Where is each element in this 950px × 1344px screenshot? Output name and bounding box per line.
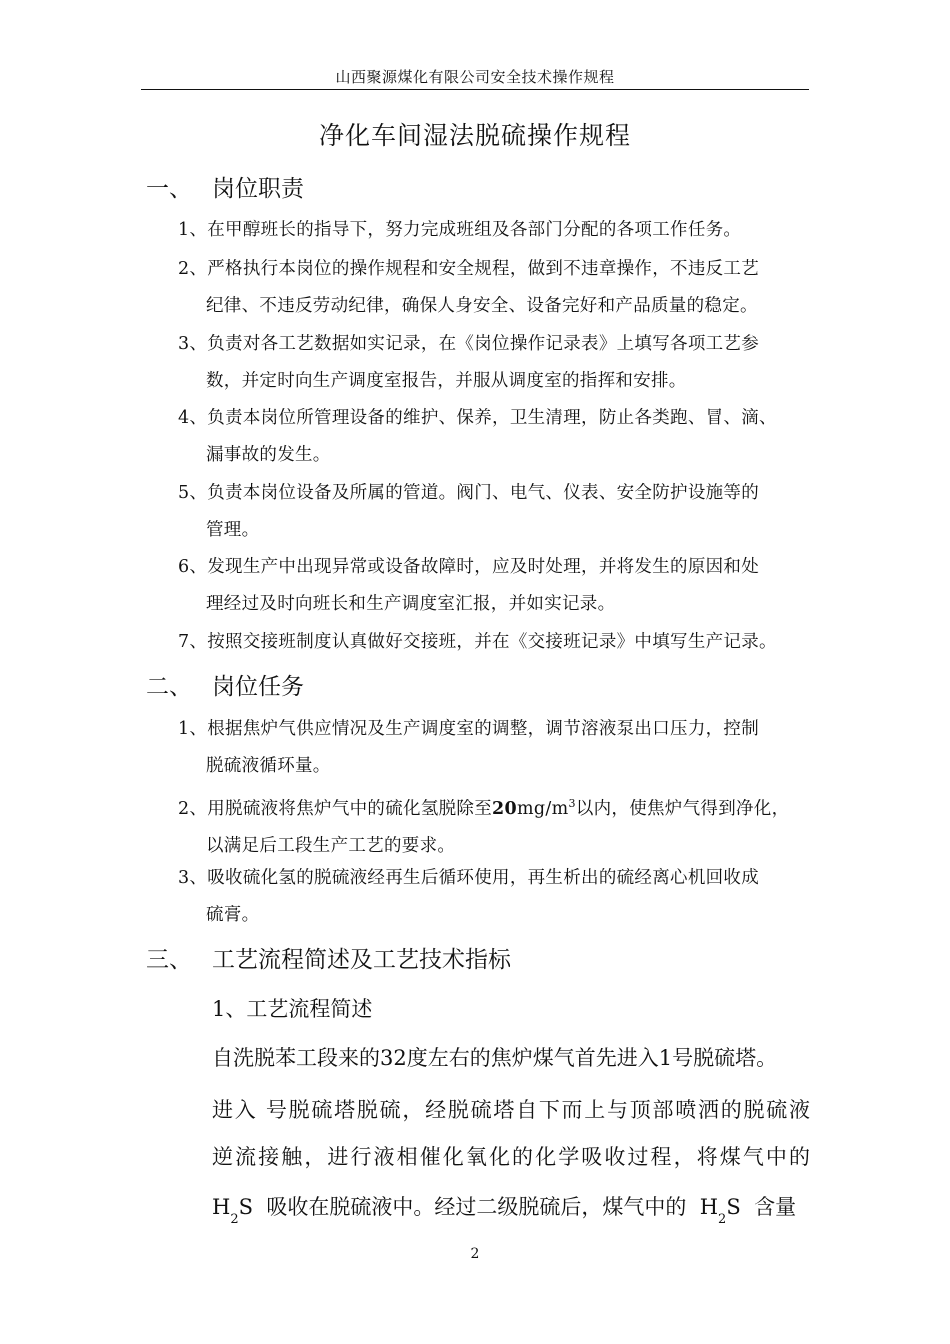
header-divider [141, 89, 809, 90]
document-title: 净化车间湿法脱硫操作规程 [318, 121, 631, 150]
task-line-cont: 以满足后工段生产工艺的要求。 [206, 835, 456, 856]
task-line-cont: 硫膏。 [206, 905, 260, 925]
duty-line: 5、负责本岗位设备及所属的管道。阀门、电气、仪表、安全防护设施等的 [178, 483, 760, 503]
unit-superscript: 3 [568, 797, 576, 810]
duty-item-2 [178, 251, 810, 325]
duty-line: 2、严格执行本岗位的操作规程和安全规程，做到不违章操作，不违反工艺 [178, 259, 760, 279]
task-line-b: 以内，使焦炉气得到净化， [575, 798, 790, 819]
formula-h2s: $H_2S$ [212, 1195, 253, 1227]
page-number: 2 [470, 1246, 480, 1262]
duty-line-cont: 漏事故的发生。 [206, 445, 331, 465]
task-item-2 [178, 785, 810, 865]
formula-h2s-2: $H_2S$ [699, 1195, 741, 1227]
duty-line: 1、在甲醇班长的指导下，努力完成班组及各部门分配的各项工作任务。 [178, 220, 742, 240]
para-line-3: 逆流接触，进行液相催化氧化的化学吸收过程，将煤气中的 [212, 1145, 810, 1169]
section-heading-1 [146, 170, 304, 203]
duty-line: 3、负责对各工艺数据如实记录，在《岗位操作记录表》上填写各项工艺参 [178, 334, 760, 354]
limit-value: 20 [492, 798, 517, 819]
para-line-4 [212, 1191, 810, 1227]
section-number: 一、 [146, 176, 192, 202]
task-item-3 [178, 860, 810, 934]
duty-item-6 [178, 549, 810, 623]
para-line-1: 自洗脱苯工段来的32度左右的焦炉煤气首先进入1号脱硫塔。 [212, 1046, 778, 1070]
duty-item-7 [178, 624, 810, 661]
section-title: 岗位任务 [212, 674, 304, 700]
section-title: 岗位职责 [212, 176, 304, 202]
duty-item-1 [178, 212, 810, 249]
section-number: 二、 [146, 674, 192, 700]
page-header: 山西聚源煤化有限公司安全技术操作规程 [335, 68, 615, 86]
duty-item-5 [178, 475, 810, 549]
duty-line-cont: 管理。 [206, 520, 260, 540]
section-title: 工艺流程简述及工艺技术指标 [212, 947, 511, 973]
subsection-title: 1、工艺流程简述 [212, 997, 373, 1021]
limit-unit: mg/m [517, 798, 569, 819]
section-heading-3 [146, 941, 511, 974]
duty-line-cont: 数，并定时向生产调度室报告，并服从调度室的指挥和安排。 [206, 371, 687, 391]
duty-line-cont: 理经过及时向班长和生产调度室汇报，并如实记录。 [206, 594, 616, 614]
duty-item-3 [178, 326, 810, 400]
task-item-1 [178, 711, 810, 785]
duty-line: 7、按照交接班制度认真做好交接班，并在《交接班记录》中填写生产记录。 [178, 632, 777, 652]
para-line-2: 进入 号脱硫塔脱硫，经脱硫塔自下而上与顶部喷洒的脱硫液 [212, 1098, 810, 1122]
para-line-4-text: 吸收在脱硫液中。经过二级脱硫后，煤气中的 [266, 1195, 687, 1219]
section-number: 三、 [146, 947, 192, 973]
task-line-a: 2、用脱硫液将焦炉气中的硫化氢脱除至 [178, 798, 493, 819]
duty-line-cont: 纪律、不违反劳动纪律，确保人身安全、设备完好和产品质量的稳定。 [206, 296, 758, 316]
duty-item-4 [178, 400, 810, 474]
duty-line: 4、负责本岗位所管理设备的维护、保养，卫生清理，防止各类跑、冒、滴、 [178, 408, 777, 428]
task-line: 1、根据焦炉气供应情况及生产调度室的调整，调节溶液泵出口压力，控制 [178, 719, 760, 739]
para-line-4-end: 含量 [754, 1195, 797, 1219]
duty-line: 6、发现生产中出现异常或设备故障时，应及时处理，并将发生的原因和处 [178, 557, 760, 577]
section-heading-2 [146, 668, 304, 701]
task-line-cont: 脱硫液循环量。 [206, 756, 331, 776]
task-line: 3、吸收硫化氢的脱硫液经再生后循环使用，再生析出的硫经离心机回收成 [178, 868, 760, 888]
